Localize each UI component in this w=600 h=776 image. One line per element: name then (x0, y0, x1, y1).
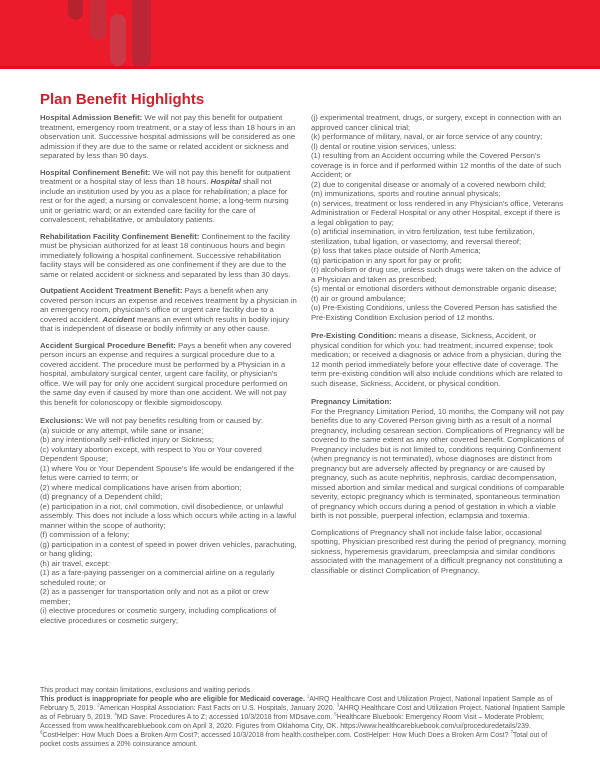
list-line: (l) dental or routine vision services, unless: (311, 141, 457, 151)
list-line: (g) participation in a contest of speed in power driven vehicles, parachuting, or hang gliding; (40, 539, 297, 558)
list-line: (p) loss that takes place outside of North America; (311, 246, 481, 255)
paragraph: Outpatient Accident Treatment Benefit: Pays a benefit when any covered person incurs an expense and receives treatment by a physician in an emergency room, physician's office or urgent care facility due to a covered accident. Accident means an event which results in bodily injury that is independent of disease or bodily infirmity or any other cause. (40, 286, 297, 333)
list-line: (i) elective procedures or cosmetic surgery, including complications of elective procedures or cosmetic surgery; (40, 606, 277, 625)
list-line: (a) suicide or any attempt, while sane or insane; (40, 425, 204, 435)
footer-disclaimers (40, 686, 566, 749)
page-body (0, 69, 600, 632)
list-line: (1) resulting from an Accident occurring while the Covered Person's coverage is in force and if performed within 12 months of the date of such Accident; or (311, 151, 561, 179)
two-column-text (40, 113, 566, 632)
list-line: (j) experimental treatment, drugs, or surgery, except in connection with an approved cancer clinical trial; (311, 113, 562, 132)
list-line: (e) participation in a riot, civil commotion, civil disobedience, or unlawful assembly. This does not include a loss which occurs while acting in a lawful manner within the scope of authority; (40, 501, 297, 530)
paragraph: Pregnancy Limitation: (311, 397, 392, 406)
paragraph: For the Pregnancy Limitation Period, 10 months, the Company will not pay benefits due to any Covered Person giving birth as a result of a normal pregnancy, including cesarean section. Complications of Pregnancy will be covered to the same extent as any other covered benefit. Complications of Pregnancy includes but is not limited to, conditions requiring Confinement (when pregnancy is not terminated), whose diagnoses are distinct from pregnancy but are adversely affected by pregnancy or are caused by pregnancy, such as acute nephritis, nephrosis, cardiac decompensation, missed abortion and similar medical and surgical conditions of comparable severity, ectopic pregnancy which is terminated, spontaneous termination of pregnancy which occurs during a period of gestation in which a viable birth is not possible, puerperal infection, eclampsia and toxemia. (311, 406, 565, 520)
list-line: (c) voluntary abortion except, with respect to You or Your covered Dependent Spouse; (40, 444, 262, 463)
list-line: (f) commission of a felony; (40, 530, 130, 539)
header-banner (0, 0, 600, 69)
list-line: (s) mental or emotional disorders without demonstrable organic disease; (311, 284, 557, 293)
list-line: (b) any intentionally self-inflicted injury or Sickness; (40, 435, 214, 444)
footer-footnotes: This product is inappropriate for people who are eligible for Medicaid coverage. $^1$AHRQ Healthcare Cost and Utilization Project, National Inpatient Sample as of February 5, 2019. $^2$American Hospital Association: Fast Facts on U.S. Hospitals, January 2020. $^3$AHRQ Healthcare Cost and Utilization Project, National Inpatient Sample as of February 5, 2019. $^4$MD Save: Procedures A to Z; accessed 10/3/2018 from MDsave.com. $^5$Healthcare Bluebook: Emergency Room Visit – Moderate Problem; Accessed from www.healthcarebluebook.com on April 3, 2020. Figures from Oklahoma City, OK. https://www.healthcarebluebook.com/ui/proceduredetails/239. $^6$CostHelper: How Much Does a Broken Arm Cost?; accessed 10/3/2018 from health.costhelper.com. CostHelper: How Much Does a Broken Arm Cost? $^7$Total out of pocket costs assumes a 20% coinsurance amount. (40, 693, 566, 748)
list-line: (q) participation in any sport for pay or profit; (311, 255, 462, 265)
paragraph: Hospital Confinement Benefit: We will not pay this benefit for outpatient treatment or a hospital stay of less than 18 hours. Hospital shall not include an institution used by you as a place for rehabilitation; a place for rest or for the aged; a nursing or convalescent home; a long-term nursing unit or geriatric ward; or an extended care facility for the care of convalescent, rehabilitative, or ambulatory patients. (40, 167, 291, 224)
list-line: (1) as a fare-paying passenger on a commercial airline on a regularly scheduled route; or (40, 568, 275, 587)
list-line: (k) performance of military, naval, or air force service of any country; (311, 132, 543, 141)
list-line: (o) artificial insemination, in vitro fertilization, test tube fertilization, sterilization, tubal ligation, or vasectomy, and reversal thereof; (311, 227, 535, 246)
brand-graphic-bar-icon (132, 0, 151, 68)
list-line: (r) alcoholism or drug use, unless such drugs were taken on the advice of a Physician and taken as prescribed; (311, 265, 561, 284)
paragraph: Hospital Admission Benefit: We will not pay this benefit for outpatient treatment, emergency room treatment, or a stay of less than 18 hours in an observation unit. Successive hospital admissions will be considered as one admission if they are due to the same or related accident or sickness and separated by less than 90 days. (40, 113, 296, 160)
list-line: (d) pregnancy of a Dependent child; (40, 492, 163, 501)
paragraph: Complications of Pregnancy shall not include false labor, occasional spotting, Physician prescribed rest during the period of pregnancy, morning sickness, hyperemesis gravidarum, preeclampsia and similar conditions associated with the management of a difficult pregnancy not constituting a classifiable or distinct Complication of Pregnancy. (311, 527, 566, 575)
list-line: (2) where medical complications have arisen from abortion; (40, 482, 242, 492)
brand-graphic-bar-icon (68, 0, 83, 20)
left-column (40, 113, 297, 632)
list-line: (t) air or ground ambulance; (311, 293, 406, 303)
right-column (311, 113, 566, 632)
paragraph: Exclusions: We will not pay benefits resulting from or caused by: (40, 416, 263, 425)
exclusion-list (40, 426, 297, 626)
footer-disclaimer-line: This product may contain limitations, exclusions and waiting periods. (40, 687, 253, 694)
list-line: (n) services, treatment or loss rendered in any Physician's office, Veterans Administration or Federal Hospital or any other Hospital, except if there is a legal obligation to pay; (311, 198, 564, 227)
paragraph: Accident Surgical Procedure Benefit: Pays a benefit when any covered person incurs an expense and requires a surgical procedure due to a covered accident. The procedure must be performed by a Physician in a hospital, ambulatory surgical center, urgent care facility, or physician's office. We will pay for only one accident surgical procedure performed on the same day even if caused by more than one accident. We will not pay this benefit for colonoscopy or flexible sigmoidoscopy. (40, 340, 292, 407)
list-line: (2) due to congenital disease or anomaly of a covered newborn child; (311, 179, 547, 189)
paragraph: Pre-Existing Condition: means a disease, Sickness, Accident, or physical condition for which you: had treatment; incurred expense; took medication; or received a diagnosis or advice from a physician, during the 12 month period immediately before your effective date of coverage. The term pre-existing condition will also include conditions which are related to such disease, Sickness, Accident, or physical condition. (311, 331, 563, 388)
list-line: (2) as a passenger for transportation only and not as a pilot or crew member; (40, 587, 269, 606)
paragraph: Rehabilitation Facility Confinement Benefit: Confinement to the facility must be physician authorized for at least 18 continuous hours and begin immediately following a hospital confinement. Successive rehabilitation facility stays will be considered as one confinement if they are due to the same or related accident or sickness and separated by less than 30 days. (40, 231, 291, 279)
brand-graphic-bar-icon (90, 0, 106, 40)
brand-graphic-bar-icon (110, 14, 126, 66)
page-title: Plan Benefit Highlights (40, 91, 205, 108)
list-line: (h) air travel, except: (40, 558, 111, 568)
list-line: (1) where You or Your Dependent Spouse's life would be endangered if the fetus were carried to term; or (40, 463, 295, 482)
exclusion-list (311, 113, 566, 322)
list-line: (u) Pre-Existing Conditions, unless the Covered Person has satisfied the Pre-Existing Condition Exclusion period of 12 months. (311, 303, 558, 322)
list-line: (m) immunizations, sports and routine annual physicals; (311, 189, 501, 198)
